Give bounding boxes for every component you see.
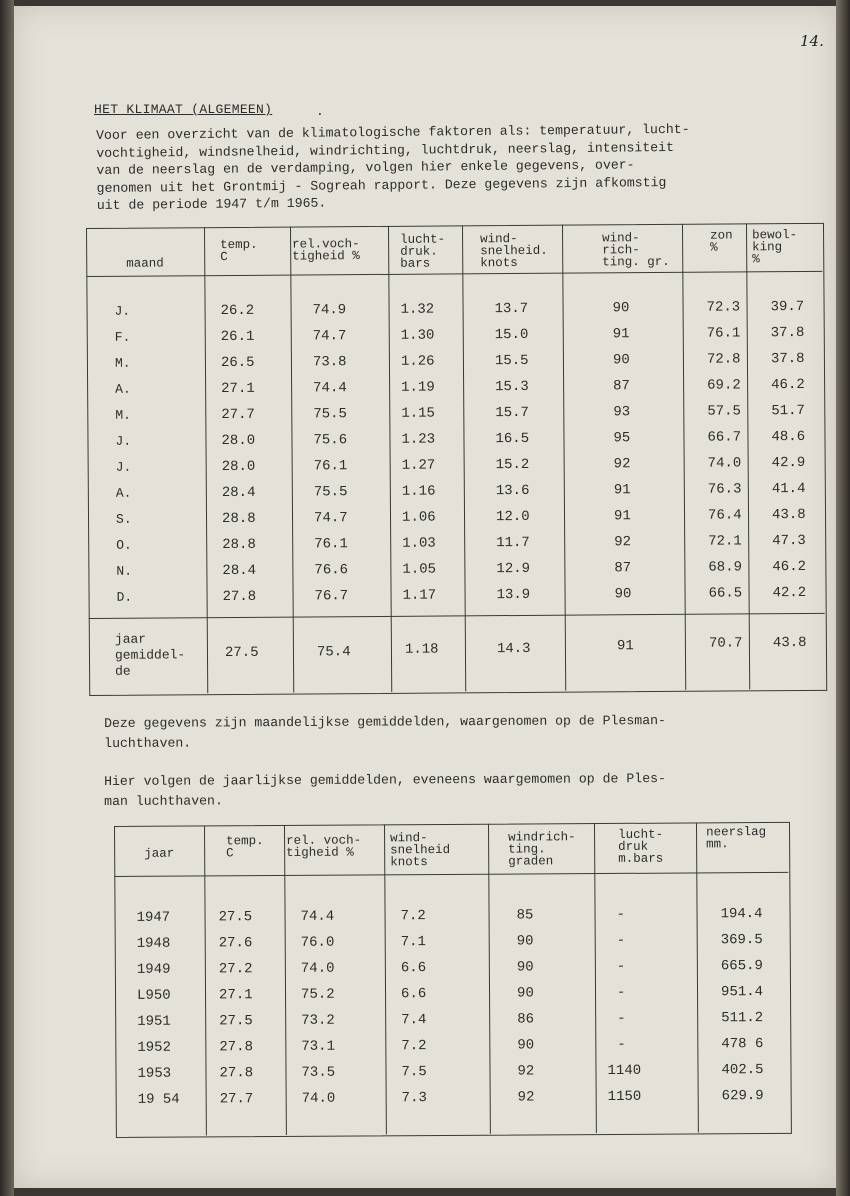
monthly-cell-cloud: 37.8 <box>770 324 805 342</box>
monthly-cell-temp: 27.7 <box>221 406 255 424</box>
monthly-cell-month: F. <box>114 329 131 345</box>
yearly-cell-humidity: 73.2 <box>301 1012 335 1029</box>
yearly-cell-humidity: 75.2 <box>300 986 335 1003</box>
yearly-cell-wind-speed: 6.6 <box>400 960 427 977</box>
document-page <box>14 6 836 1188</box>
monthly-cell-humidity: 74.9 <box>312 302 347 319</box>
monthly-cell-pressure: 1.05 <box>402 561 437 578</box>
average-humidity: 75.4 <box>316 644 351 661</box>
yearly-climate-table <box>114 822 792 1138</box>
header-temp: temp. C <box>220 237 258 265</box>
monthly-cell-pressure: 1.26 <box>400 353 435 370</box>
monthly-cell-pressure: 1.27 <box>401 457 436 474</box>
monthly-cell-cloud: 39.7 <box>770 298 805 316</box>
monthly-cell-wind-speed: 16.5 <box>495 430 530 448</box>
monthly-cell-humidity: 76.6 <box>314 562 349 579</box>
monthly-cell-wind-direction: 91 <box>613 508 631 525</box>
binding-right <box>836 0 850 1196</box>
monthly-cell-wind-direction: 90 <box>614 586 632 603</box>
yearly-cell-rain: 194.4 <box>720 906 763 923</box>
yearly-cell-humidity: 76.0 <box>300 934 335 951</box>
monthly-cell-wind-direction: 87 <box>613 378 630 395</box>
monthly-cell-pressure: 1.19 <box>401 379 435 396</box>
yearly-cell-wind-direction: 90 <box>516 933 534 950</box>
monthly-cell-cloud: 48.6 <box>771 428 806 446</box>
monthly-cell-sun: 76.3 <box>707 481 742 498</box>
monthly-cell-temp: 28.4 <box>222 562 257 580</box>
yearly-cell-wind-speed: 7.1 <box>400 934 426 951</box>
header-cloud: bewol- king % <box>752 228 798 267</box>
monthly-cell-wind-speed: 12.0 <box>495 508 530 526</box>
yearly-cell-temp: 27.5 <box>218 909 253 926</box>
monthly-cell-month: A. <box>115 485 132 501</box>
header-humidity: rel. voch- tigheid % <box>286 833 362 860</box>
monthly-cell-temp: 28.8 <box>222 536 256 554</box>
yearly-cell-year: 1953 <box>137 1065 172 1082</box>
monthly-cell-wind-speed: 13.9 <box>496 586 531 604</box>
monthly-cell-month: M. <box>115 407 131 423</box>
monthly-cell-wind-direction: 91 <box>612 326 630 343</box>
yearly-cell-year: L950 <box>136 987 171 1004</box>
monthly-cell-month: A. <box>115 381 131 397</box>
yearly-cell-wind-speed: 7.2 <box>401 1038 427 1055</box>
monthly-cell-wind-speed: 13.6 <box>495 482 530 500</box>
yearly-cell-year: 19 54 <box>137 1091 180 1108</box>
yearly-cell-pressure: - <box>616 984 626 1001</box>
monthly-cell-cloud: 43.8 <box>771 506 806 524</box>
monthly-cell-cloud: 47.3 <box>772 532 806 550</box>
intro-paragraph: Voor een overzicht van de klimatologische faktoren als: temperatuur, lucht- vochtigheid, windsnelheid, windrichting, luchtdruk, neerslag, intensiteit van de neerslag en de verdamping, volgen hier enkele gegevens, over- genomen uit het Grontmij - Sogreah rapport. Deze gegevens zijn afkomstig uit de periode 1947 t/m 1965. <box>96 121 690 213</box>
yearly-cell-temp: 27.7 <box>219 1091 254 1108</box>
yearly-cell-rain: 478 6 <box>721 1036 764 1053</box>
yearly-cell-year: 1948 <box>136 935 171 952</box>
monthly-cell-humidity: 76.1 <box>313 458 348 475</box>
monthly-cell-humidity: 74.4 <box>313 380 347 397</box>
monthly-cell-sun: 69.2 <box>707 377 741 394</box>
monthly-cell-month: N. <box>116 563 133 579</box>
monthly-cell-sun: 72.1 <box>708 533 742 550</box>
yearly-cell-wind-direction: 90 <box>516 959 534 976</box>
header-sun: zon % <box>710 228 733 255</box>
monthly-cell-month: J. <box>115 459 132 475</box>
yearly-cell-wind-direction: 92 <box>517 1063 535 1080</box>
yearly-cell-rain: 402.5 <box>721 1062 764 1079</box>
monthly-cell-humidity: 74.7 <box>313 510 348 527</box>
monthly-cell-humidity: 75.5 <box>313 484 348 501</box>
monthly-cell-wind-direction: 90 <box>612 352 630 369</box>
yearly-cell-rain: 511.2 <box>721 1010 764 1027</box>
yearly-cell-humidity: 73.5 <box>301 1064 336 1081</box>
monthly-cell-wind-direction: 95 <box>613 430 631 447</box>
monthly-cell-wind-speed: 11.7 <box>496 534 530 552</box>
average-pressure: 1.18 <box>404 641 439 658</box>
monthly-cell-temp: 26.1 <box>220 328 255 346</box>
header-wind-direction: windrich- ting. graden <box>508 830 576 869</box>
average-cloud: 43.8 <box>772 634 807 652</box>
monthly-cell-month: D. <box>116 589 133 605</box>
monthly-cell-sun: 68.9 <box>708 559 743 576</box>
header-humidity: rel.voch- tigheid % <box>292 237 360 264</box>
yearly-cell-temp: 27.6 <box>218 935 253 952</box>
yearly-cell-pressure: - <box>616 932 626 949</box>
monthly-cell-wind-speed: 12.9 <box>496 560 531 578</box>
header-temp: temp. C <box>226 834 264 861</box>
monthly-cell-cloud: 46.2 <box>772 558 807 576</box>
yearly-cell-temp: 27.8 <box>219 1039 254 1056</box>
yearly-cell-pressure: - <box>617 1036 626 1053</box>
yearly-cell-humidity: 74.0 <box>301 1090 336 1107</box>
monthly-cell-wind-direction: 91 <box>613 482 631 499</box>
monthly-cell-sun: 76.1 <box>706 325 741 342</box>
table-frame <box>114 822 792 1138</box>
yearly-cell-humidity: 73.1 <box>301 1038 336 1055</box>
monthly-cell-cloud: 42.9 <box>771 454 806 472</box>
yearly-cell-pressure: - <box>616 906 626 923</box>
yearly-cell-wind-direction: 90 <box>516 985 534 1002</box>
monthly-cell-pressure: 1.16 <box>401 483 436 500</box>
monthly-cell-cloud: 41.4 <box>771 480 806 498</box>
monthly-cell-pressure: 1.23 <box>401 431 436 448</box>
monthly-cell-pressure: 1.32 <box>400 301 435 318</box>
monthly-cell-pressure: 1.15 <box>401 405 435 422</box>
monthly-cell-wind-speed: 15.5 <box>494 352 529 370</box>
yearly-cell-year: 1947 <box>136 909 171 926</box>
monthly-cell-pressure: 1.30 <box>400 327 435 344</box>
monthly-cell-month: J. <box>115 433 132 449</box>
monthly-cell-humidity: 75.5 <box>313 406 347 423</box>
yearly-cell-temp: 27.8 <box>219 1065 254 1082</box>
page-number: 14. <box>800 32 824 50</box>
monthly-cell-pressure: 1.03 <box>402 535 436 552</box>
monthly-cell-month: J. <box>114 303 131 319</box>
monthly-cell-humidity: 76.1 <box>314 536 348 553</box>
monthly-cell-humidity: 74.7 <box>312 328 347 345</box>
monthly-cell-sun: 66.5 <box>708 585 743 602</box>
monthly-cell-temp: 28.0 <box>221 458 256 476</box>
yearly-intro-paragraph: Hier volgen de jaarlijkse gemiddelden, eveneens waargemomen op de Ples- man luchthaven. <box>104 771 666 809</box>
yearly-cell-humidity: 74.0 <box>300 960 335 977</box>
heading-trailing-dot: . <box>316 104 324 119</box>
monthly-cell-month: M. <box>114 355 131 371</box>
monthly-cell-sun: 72.3 <box>706 299 741 316</box>
yearly-cell-wind-speed: 7.2 <box>400 908 426 925</box>
header-pressure: lucht- druk m.bars <box>618 827 664 866</box>
yearly-cell-pressure: 1140 <box>607 1062 642 1079</box>
average-temp: 27.5 <box>224 644 259 662</box>
monthly-cell-month: O. <box>116 537 132 553</box>
monthly-cell-wind-speed: 15.3 <box>495 378 529 396</box>
header-wind-speed: wind- snelheid. knots <box>480 231 548 271</box>
yearly-cell-rain: 369.5 <box>720 932 763 949</box>
monthly-cell-humidity: 76.7 <box>314 588 349 605</box>
yearly-cell-pressure: - <box>617 1010 626 1027</box>
monthly-cell-temp: 27.8 <box>222 588 257 606</box>
monthly-cell-wind-direction: 92 <box>613 456 631 473</box>
average-wind-direction: 91 <box>616 638 634 655</box>
section-heading: HET KLIMAAT (ALGEMEEN) <box>94 102 273 117</box>
yearly-cell-temp: 27.5 <box>219 1013 253 1030</box>
yearly-cell-year: 1951 <box>137 1013 171 1030</box>
yearly-cell-year: 1952 <box>137 1039 172 1056</box>
average-wind-speed: 14.3 <box>496 640 531 658</box>
monthly-cell-cloud: 42.2 <box>772 584 807 602</box>
monthly-cell-temp: 27.1 <box>221 380 255 398</box>
yearly-cell-wind-direction: 90 <box>517 1037 535 1054</box>
yearly-cell-rain: 665.9 <box>720 958 763 975</box>
monthly-cell-wind-speed: 15.2 <box>495 456 530 474</box>
yearly-cell-rain: 951.4 <box>720 984 764 1001</box>
monthly-cell-humidity: 75.6 <box>313 432 348 449</box>
header-month: maand <box>126 256 164 271</box>
monthly-cell-wind-direction: 92 <box>614 534 632 551</box>
monthly-cell-wind-direction: 90 <box>612 300 630 317</box>
monthly-cell-temp: 28.4 <box>221 484 256 502</box>
header-year: jaar <box>144 846 175 861</box>
monthly-cell-wind-direction: 87 <box>614 560 632 577</box>
header-wind-speed: wind- snelheid knots <box>390 831 451 870</box>
monthly-cell-cloud: 37.8 <box>770 350 805 368</box>
monthly-cell-temp: 26.2 <box>220 302 255 320</box>
monthly-cell-wind-speed: 15.7 <box>495 404 529 422</box>
monthly-cell-pressure: 1.17 <box>402 587 437 604</box>
yearly-cell-rain: 629.9 <box>721 1088 764 1105</box>
yearly-cell-wind-direction: 85 <box>516 907 534 924</box>
monthly-note-paragraph: Deze gegevens zijn maandelijkse gemiddelden, waargenomen op de Plesman- luchthaven. <box>104 713 666 751</box>
yearly-cell-temp: 27.1 <box>218 987 253 1004</box>
monthly-cell-sun: 74.0 <box>707 455 742 472</box>
monthly-cell-temp: 28.8 <box>221 510 256 528</box>
monthly-cell-temp: 26.5 <box>220 354 255 372</box>
average-label: jaar gemiddel- de <box>114 631 186 679</box>
monthly-cell-sun: 57.5 <box>707 403 741 420</box>
yearly-cell-wind-speed: 7.4 <box>401 1012 427 1029</box>
yearly-cell-wind-speed: 6.6 <box>400 986 427 1003</box>
monthly-cell-cloud: 46.2 <box>771 376 805 394</box>
yearly-cell-wind-speed: 7.3 <box>401 1090 427 1107</box>
monthly-cell-pressure: 1.06 <box>401 509 436 526</box>
monthly-cell-humidity: 73.8 <box>312 354 347 371</box>
monthly-cell-cloud: 51.7 <box>771 402 805 420</box>
monthly-cell-wind-direction: 93 <box>613 404 631 421</box>
yearly-cell-temp: 27.2 <box>218 961 253 978</box>
monthly-cell-month: S. <box>115 511 132 527</box>
monthly-climate-table <box>86 223 827 696</box>
binding-left <box>0 0 14 1196</box>
yearly-cell-pressure: 1150 <box>607 1088 642 1105</box>
monthly-cell-sun: 72.8 <box>706 351 741 368</box>
monthly-cell-sun: 76.4 <box>707 507 742 524</box>
yearly-cell-year: 1949 <box>136 961 171 978</box>
yearly-cell-wind-speed: 7.5 <box>401 1064 427 1081</box>
monthly-cell-sun: 66.7 <box>707 429 742 446</box>
yearly-cell-wind-direction: 86 <box>517 1011 535 1028</box>
monthly-cell-wind-speed: 13.7 <box>494 300 529 318</box>
monthly-cell-wind-speed: 15.0 <box>494 326 529 344</box>
header-pressure: lucht- druk. bars <box>400 232 446 271</box>
average-sun: 70.7 <box>708 635 743 652</box>
header-wind-direction: wind- rich- ting. gr. <box>602 231 670 270</box>
yearly-cell-pressure: - <box>616 958 626 975</box>
yearly-cell-humidity: 74.4 <box>300 908 335 925</box>
header-rain: neerslag mm. <box>706 825 767 852</box>
yearly-cell-wind-direction: 92 <box>517 1089 535 1106</box>
monthly-cell-temp: 28.0 <box>221 432 256 450</box>
